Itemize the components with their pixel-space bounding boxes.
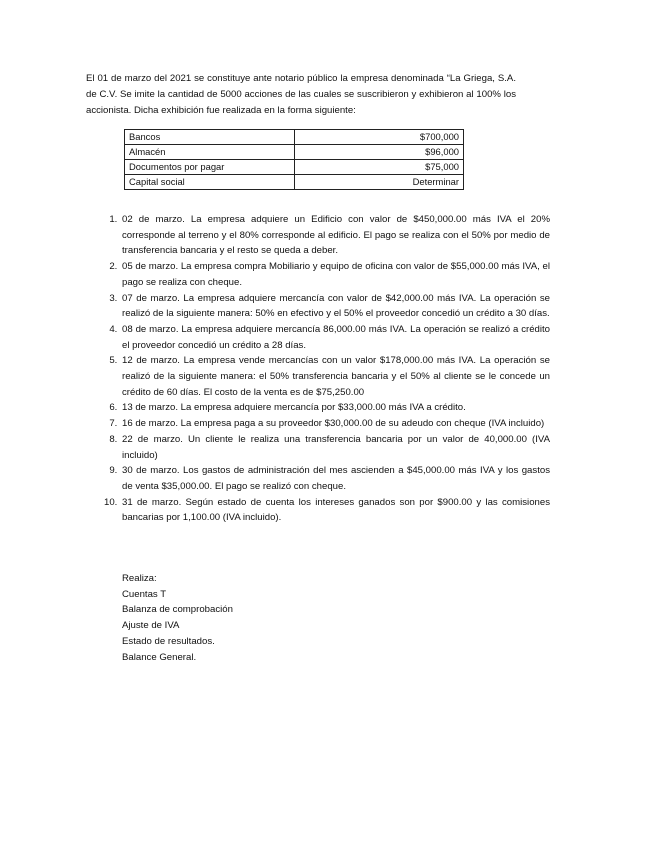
operation-item: 2. 05 de marzo. La empresa compra Mobiliario y equipo de oficina con valor de $55,000.00 más IVA, el pago se realiza con cheque. (120, 259, 550, 290)
capital-table (124, 129, 464, 190)
task-item: Estado de resultados. (122, 635, 215, 647)
operation-item: 6. 13 de marzo. La empresa adquiere mercancía por $33,000.00 más IVA a crédito. (120, 400, 550, 416)
operation-item: 7. 16 de marzo. La empresa paga a su proveedor $30,000.00 de su adeudo con cheque (IVA incluido) (120, 416, 550, 432)
table-row (125, 145, 464, 160)
operation-item: 10. 31 de marzo. Según estado de cuenta los intereses ganados son por $900.00 y las comisiones bancarias por 1,100.00 (IVA incluido). (120, 495, 550, 526)
operations-list (86, 212, 550, 526)
tasks-section (122, 571, 233, 665)
amount-cell: Determinar (295, 175, 464, 190)
task-item: Ajuste de IVA (122, 620, 180, 632)
tasks-heading: Realiza: (122, 573, 157, 584)
task-item: Balanza de comprobación (122, 604, 233, 616)
amount-cell: $700,000 (295, 130, 464, 145)
intro-paragraph: El 01 de marzo del 2021 se constituye ante notario público la empresa denominada “La Griega, S.A. de C.V. Se imite la cantidad de 5000 acciones de las cuales se suscribieron y exhibieron al 100% los accionista. Dicha exhibición fue realizada en la forma siguiente: (86, 73, 516, 116)
table-row (125, 175, 464, 190)
operation-item: 9. 30 de marzo. Los gastos de administración del mes ascienden a $45,000.00 más IVA y los gastos de venta $35,000.00. El pago se realizó con cheque. (120, 463, 550, 494)
operation-item: 1. 02 de marzo. La empresa adquiere un Edificio con valor de $450,000.00 más IVA el 20% corresponde al terreno y el 80% corresponde al edificio. El pago se realiza con el 50% por medio de transferencia bancaria y el resto se queda a deber. (120, 212, 550, 259)
task-item: Cuentas T (122, 588, 167, 600)
table-row (125, 130, 464, 145)
concept-cell: Bancos (125, 130, 295, 145)
operation-item: 4. 08 de marzo. La empresa adquiere mercancía 86,000.00 más IVA. La operación se realizó a crédito el proveedor concedió un crédito a 28 días. (120, 322, 550, 353)
concept-cell: Almacén (125, 145, 295, 160)
table-row (125, 160, 464, 175)
task-item: Balance General. (122, 651, 197, 663)
operation-item: 3. 07 de marzo. La empresa adquiere mercancía con valor de $42,000.00 más IVA. La operación se realizó de la siguiente manera: 50% en efectivo y el 50% el proveedor concedió un crédito a 30 días. (120, 291, 550, 322)
operation-item: 5. 12 de marzo. La empresa vende mercancías con un valor $178,000.00 más IVA. La operación se realizó de la siguiente manera: el 50% transferencia bancaria y el 50% al cliente se le concede un crédito de 60 días. El costo de la venta es de $75,250.00 (120, 353, 550, 400)
amount-cell: $96,000 (295, 145, 464, 160)
concept-cell: Documentos por pagar (125, 160, 295, 175)
concept-cell: Capital social (125, 175, 295, 190)
amount-cell: $75,000 (295, 160, 464, 175)
operation-item: 8. 22 de marzo. Un cliente le realiza una transferencia bancaria por un valor de 40,000.00 (IVA incluido) (120, 432, 550, 463)
